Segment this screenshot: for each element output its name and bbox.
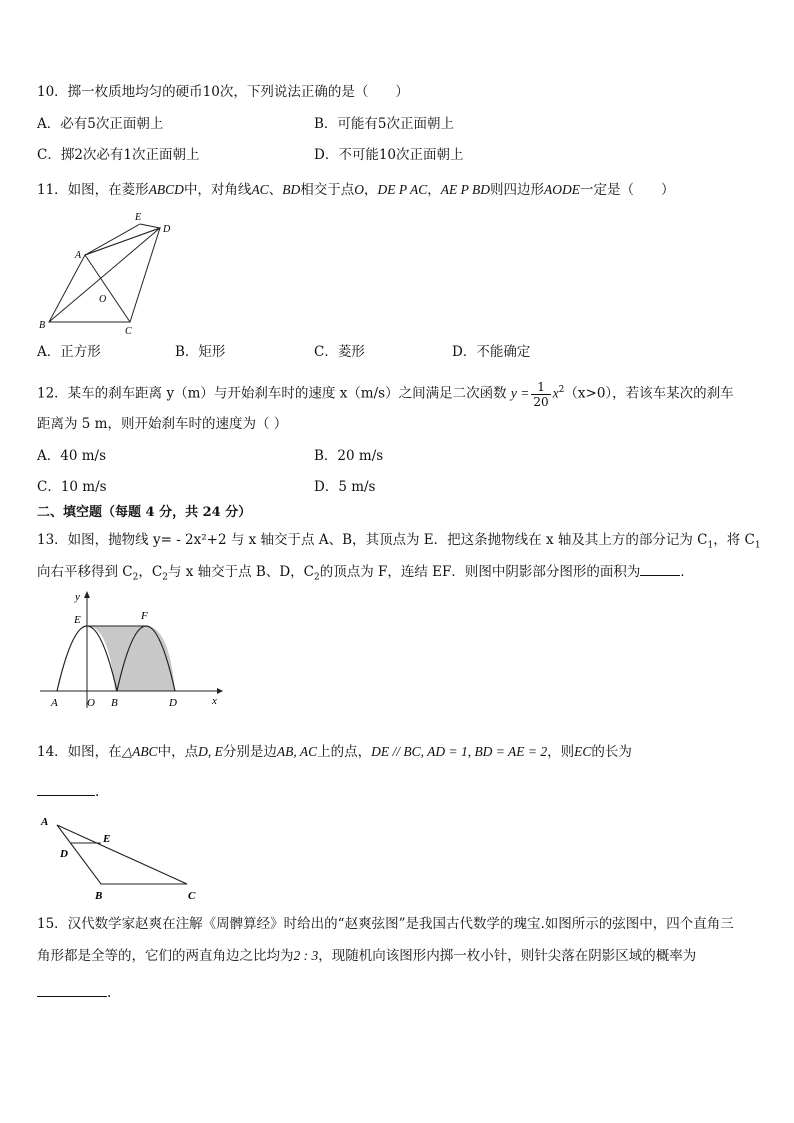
q12-stem-text: 12．某车的刹车距离 y（m）与开始刹车时的速度 x（m/s）之间满足二次函数	[37, 385, 507, 402]
q13-line2	[37, 563, 694, 587]
q11-stem-text: 11．如图，在菱形	[37, 182, 149, 198]
q13-sub: 1	[707, 540, 714, 551]
q13-sub: 2	[162, 572, 168, 583]
q14-points-de: D, E	[198, 744, 223, 759]
q14-ec: EC	[574, 744, 592, 759]
q12-frac-den: 20	[533, 394, 549, 409]
q12-frac-num: 1	[531, 380, 550, 395]
q14-label-a: A	[41, 816, 49, 828]
q11-segment-ae	[85, 224, 140, 255]
q14-label-c: C	[188, 890, 196, 902]
q13-text: ．	[680, 564, 694, 580]
q11-cond1: DE P AC	[377, 182, 428, 197]
q13-label-b: B	[111, 697, 118, 709]
q13-text: 与 x 轴交于点 B、D，C	[167, 564, 314, 580]
q13-text: ，C	[138, 564, 163, 580]
q11-o: O	[354, 182, 364, 197]
q13-text: ，将 C	[713, 532, 755, 548]
q15-line2	[37, 947, 696, 965]
q12-x: x	[552, 385, 559, 401]
q11-diagonal-bd	[49, 228, 160, 322]
q12-stem-line2: 距离为 5 m，则开始刹车时的速度为（ ）	[37, 416, 288, 432]
q15-answer-line	[37, 984, 111, 1002]
q11-label-b: B	[39, 320, 46, 331]
q11-stem-text: 一定是（ ）	[579, 182, 675, 198]
q15-ratio: 2 : 3	[293, 948, 319, 963]
q11-aode: AODE	[543, 182, 580, 197]
q12-option-d[interactable]: D．5 m/s	[314, 479, 376, 495]
q11-stem	[37, 181, 674, 199]
q11-option-d[interactable]: D．不能确定	[452, 344, 531, 360]
q11-option-a[interactable]: A．正方形	[37, 344, 101, 360]
q11-option-c[interactable]: C．菱形	[314, 344, 365, 360]
q12-sup: 2	[558, 385, 565, 395]
q11-label-c: C	[125, 326, 132, 337]
q15-answer-blank[interactable]	[37, 984, 107, 997]
q15-text: 角形都是全等的，它们的两直角边之比均为	[37, 948, 294, 964]
q10-option-c[interactable]: C．掷2次必有1次正面朝上	[37, 147, 200, 163]
q13-text: 向右平移得到 C	[37, 564, 133, 580]
q14-answer-blank[interactable]	[37, 783, 95, 796]
q12-y-eq: y =	[510, 385, 530, 401]
q12-stem-text: （x>0），若该车某次的刹车	[564, 385, 734, 402]
q11-bd: BD	[282, 182, 301, 197]
q14-end: .	[95, 784, 100, 800]
q14-answer-line	[37, 783, 99, 801]
q14-text: 分别是边	[222, 744, 277, 760]
q13-x-arrow	[217, 688, 223, 694]
q13-label-o: O	[87, 697, 95, 709]
q11-diagonal-ac	[85, 255, 130, 322]
q14-text: 中，点	[157, 744, 199, 760]
q13-sub: 1	[754, 540, 761, 551]
q11-label-a: A	[75, 250, 82, 261]
q11-rhombus-figure	[35, 208, 185, 338]
q10-option-d[interactable]: D．不可能10次正面朝上	[314, 147, 464, 163]
q13-sub: 2	[314, 572, 320, 583]
q13-label-f: F	[141, 610, 148, 622]
q13-label-x: x	[212, 695, 217, 707]
q13-sub: 2	[132, 572, 139, 583]
q14-triangle: △ABC	[121, 744, 158, 759]
q14-stem	[37, 743, 632, 761]
q12-stem	[37, 373, 734, 411]
q15-end: .	[107, 985, 112, 1001]
q13-label-a: A	[51, 697, 58, 709]
q13-label-y: y	[75, 591, 80, 603]
q14-triangle-abc	[57, 825, 187, 884]
q11-stem-text: 相交于点	[300, 182, 355, 198]
q11-stem-text: 中，对角线	[183, 182, 252, 198]
q11-segment-ad	[85, 228, 160, 255]
q12-option-c[interactable]: C．10 m/s	[37, 479, 107, 495]
q11-label-d: D	[163, 224, 171, 235]
q12-option-a[interactable]: A．40 m/s	[37, 448, 106, 464]
q10-stem: 10．掷一枚质地均匀的硬币10次，下列说法正确的是（ ）	[37, 84, 409, 100]
q14-text: 14．如图，在	[37, 744, 122, 760]
q14-text: 上的点，	[317, 744, 372, 760]
q14-label-e: E	[103, 833, 111, 845]
section-heading: 二、填空题（每题 4 分，共 24 分）	[37, 505, 252, 520]
q11-comma: ，	[427, 182, 441, 198]
q13-text: 13．如图，抛物线 y= - 2x²+2 与 x 轴交于点 A、B，其顶点为 E．把这条抛物线在 x 轴及其上方的部分记为 C	[37, 532, 708, 548]
q14-text: ，则	[547, 744, 575, 760]
q13-shaded-region	[87, 626, 175, 691]
q14-label-b: B	[95, 890, 103, 902]
q10-option-a[interactable]: A．必有5次正面朝上	[37, 116, 164, 132]
q11-comma: ，	[363, 182, 378, 198]
q13-parabola-figure	[35, 588, 225, 713]
q14-triangle-figure	[35, 810, 205, 902]
q11-cond2: AE P BD	[440, 182, 490, 197]
q11-option-b[interactable]: B．矩形	[175, 344, 226, 360]
q11-segment-de	[140, 224, 160, 228]
q12-option-b[interactable]: B．20 m/s	[314, 448, 384, 464]
q11-label-o: O	[99, 294, 107, 305]
q11-ac: AC	[251, 182, 269, 197]
q13-y-arrow	[84, 591, 90, 598]
q12-fraction	[531, 380, 550, 409]
q11-stem-text: 则四边形	[489, 182, 544, 198]
q11-label-e: E	[135, 212, 142, 223]
q14-label-d: D	[60, 848, 68, 860]
q13-label-e: E	[74, 614, 81, 626]
q13-text: 的顶点为 F，连结 EF．则图中阴影部分图形的面积为	[319, 564, 641, 580]
q14-condition: DE // BC, AD = 1, BD = AE = 2	[371, 744, 548, 759]
q15-text: ，现随机向该图形内掷一枚小针，则针尖落在阴影区域的概率为	[318, 948, 697, 964]
q11-abcd: ABCD	[148, 182, 184, 197]
q13-line1	[37, 531, 761, 555]
q13-label-d: D	[169, 697, 177, 709]
q13-answer-blank[interactable]	[640, 563, 680, 576]
q14-sides: AB, AC	[276, 744, 318, 759]
q15-line1: 15．汉代数学家赵爽在注解《周髀算经》时给出的“赵爽弦图”是我国古代数学的瑰宝.如图所示的弦图中，四个直角三	[37, 916, 734, 932]
q11-sep: 、	[268, 182, 283, 198]
q14-text: 的长为	[591, 744, 632, 760]
q10-option-b[interactable]: B．可能有5次正面朝上	[314, 116, 455, 132]
